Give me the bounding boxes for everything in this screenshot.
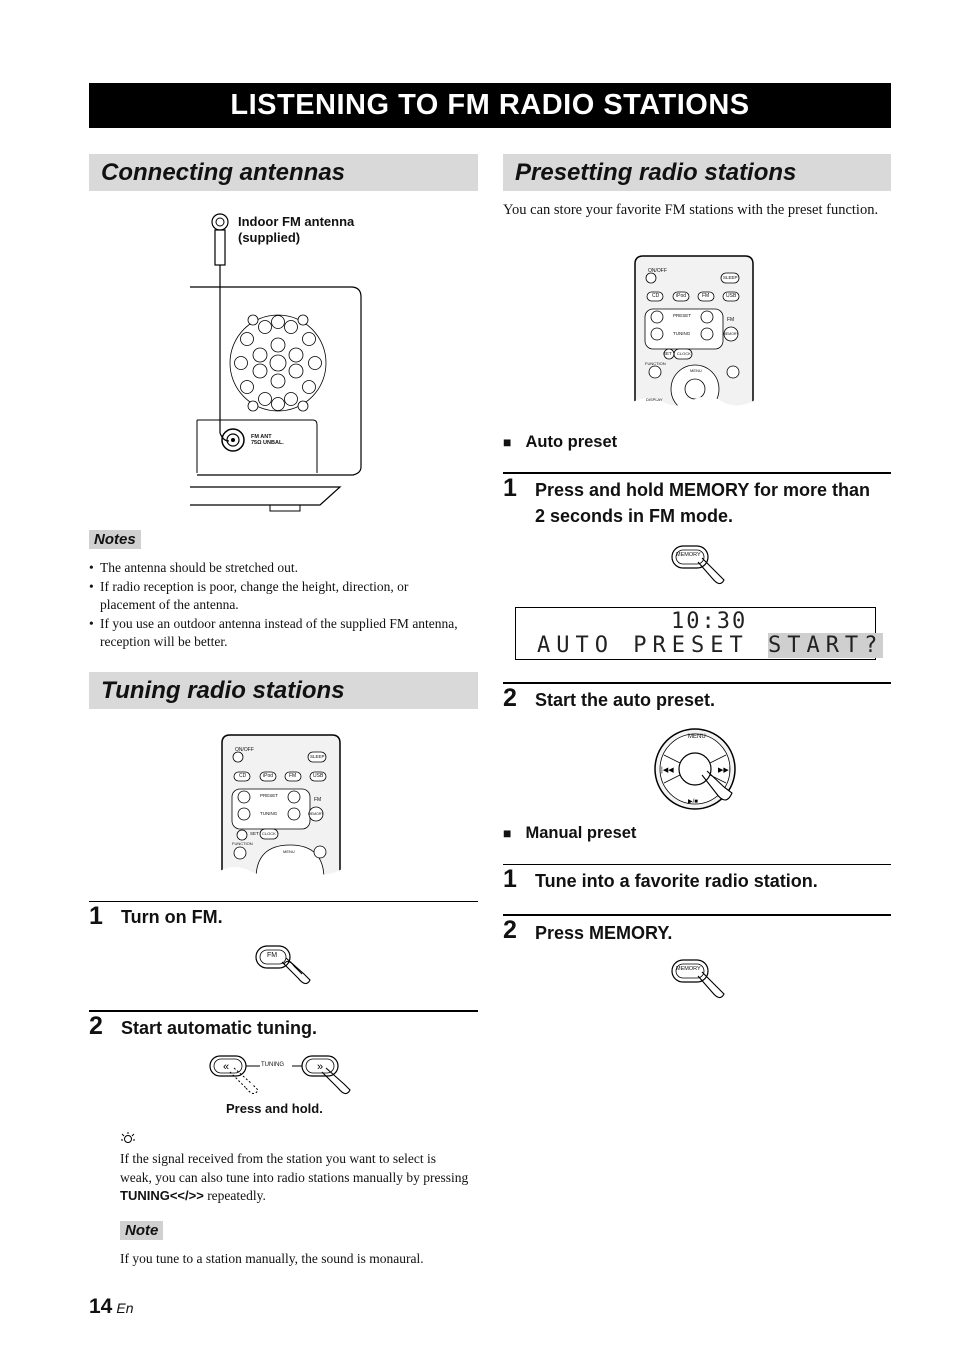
memory-button-label: MEMORY bbox=[676, 966, 701, 972]
antenna-label-line2: (supplied) bbox=[238, 230, 301, 245]
manual-step2-number: 2 bbox=[503, 916, 517, 944]
antenna-label bbox=[238, 214, 354, 246]
remote-function: FUNCTION bbox=[232, 841, 253, 846]
tip-text: If the signal received from the station you want to select is weak, you can also tune into radio stations manually by pressing bbox=[120, 1151, 469, 1185]
notes-heading: Notes bbox=[89, 530, 141, 549]
remote-fm: FM bbox=[314, 797, 322, 803]
remote-display: DISPLAY bbox=[646, 397, 663, 402]
remote-b1: CD bbox=[239, 773, 247, 779]
tip-paragraph bbox=[120, 1150, 470, 1206]
tuning-step2-text: Start automatic tuning. bbox=[121, 1018, 318, 1038]
remote-memory: MEMORY bbox=[723, 332, 739, 336]
display-time: 10:30 bbox=[671, 609, 748, 634]
jack-label-line2: 75Ω UNBAL. bbox=[251, 440, 284, 446]
notes-list bbox=[89, 559, 464, 652]
remote-b4: USB bbox=[313, 773, 324, 779]
svg-text:|◀◀: |◀◀ bbox=[661, 767, 674, 774]
note-item: • If radio reception is poor, change the height, direction, or placement of the antenna. bbox=[89, 578, 464, 615]
tuning-step2-number: 2 bbox=[89, 1012, 103, 1040]
fm-button-label: FM bbox=[267, 952, 278, 959]
manual-preset-heading bbox=[503, 824, 636, 843]
remote-set: SET bbox=[663, 351, 672, 356]
remote-control-illustration bbox=[633, 254, 755, 410]
manual-step1-number: 1 bbox=[503, 865, 517, 893]
jack-label-line1: FM ANT bbox=[251, 434, 272, 440]
step-divider bbox=[503, 682, 891, 684]
section-heading-tuning: Tuning radio stations bbox=[89, 672, 478, 709]
remote-b2: iPod bbox=[263, 773, 274, 779]
remote-function: FUNCTION bbox=[645, 361, 666, 366]
manual-step1-text: Tune into a favorite radio station. bbox=[535, 871, 818, 891]
remote-b2: iPod bbox=[676, 293, 687, 299]
section-heading-presetting: Presetting radio stations bbox=[503, 154, 891, 191]
svg-text:»: » bbox=[316, 1061, 324, 1073]
remote-b3: FM bbox=[289, 773, 297, 779]
front-panel-display bbox=[515, 607, 884, 660]
tuning-step1-text: Turn on FM. bbox=[121, 907, 223, 927]
fm-ant-jack-label bbox=[251, 434, 284, 446]
display-text bbox=[537, 634, 883, 658]
auto-preset-label: Auto preset bbox=[525, 433, 618, 451]
remote-preset: PRESET bbox=[673, 313, 692, 318]
note-item: • The antenna should be stretched out. bbox=[89, 559, 464, 578]
auto-preset-heading bbox=[503, 433, 617, 452]
note-heading: Note bbox=[120, 1221, 163, 1240]
tuning-step1-number: 1 bbox=[89, 902, 103, 930]
remote-set: SET bbox=[250, 831, 259, 836]
memory-button-press-illustration bbox=[670, 544, 726, 590]
page-title: LISTENING TO FM RADIO STATIONS bbox=[89, 83, 891, 128]
remote-clock: CLOCK bbox=[677, 351, 691, 356]
auto-step2-number: 2 bbox=[503, 684, 517, 712]
remote-fm: FM bbox=[727, 317, 735, 323]
manual-preset-label: Manual preset bbox=[525, 824, 637, 842]
language-code: En bbox=[116, 1300, 134, 1316]
remote-sleep: SLEEP bbox=[310, 754, 325, 759]
svg-text:▶▶|: ▶▶| bbox=[718, 767, 731, 774]
step-divider bbox=[503, 472, 891, 474]
square-bullet-icon: ■ bbox=[503, 825, 512, 841]
memory-button-label: MEMORY bbox=[676, 552, 701, 558]
page-footer bbox=[89, 1295, 133, 1319]
remote-menu: MENU bbox=[283, 849, 295, 854]
remote-on-off: ON/OFF bbox=[648, 268, 667, 274]
page-number: 14 bbox=[89, 1295, 113, 1318]
step-divider bbox=[89, 901, 478, 902]
display-auto-preset: AUTO PRESET bbox=[537, 633, 749, 658]
tuning-label: TUNING bbox=[261, 1062, 284, 1068]
display-start-highlight: START? bbox=[767, 633, 884, 658]
remote-on-off: ON/OFF bbox=[235, 747, 254, 753]
auto-step1-text: Press and hold MEMORY for more than 2 seconds in FM mode. bbox=[535, 480, 871, 526]
presetting-intro: You can store your favorite FM stations with the preset function. bbox=[503, 202, 879, 218]
auto-step1-number: 1 bbox=[503, 474, 517, 502]
antenna-connection-illustration bbox=[185, 205, 375, 517]
remote-tuning: TUNING bbox=[673, 331, 691, 336]
antenna-label-line1: Indoor FM antenna bbox=[238, 214, 355, 229]
auto-step2-text: Start the auto preset. bbox=[535, 690, 716, 710]
dial-menu-label: MENU bbox=[688, 734, 706, 740]
tuning-buttons-illustration bbox=[208, 1052, 358, 1100]
manual-step2-text: Press MEMORY. bbox=[535, 923, 673, 943]
remote-tuning: TUNING bbox=[260, 811, 278, 816]
note-text: If you tune to a station manually, the sound is monaural. bbox=[120, 1251, 424, 1266]
remote-sleep: SLEEP bbox=[723, 275, 738, 280]
remote-clock: CLOCK bbox=[262, 831, 276, 836]
remote-menu: MENU bbox=[690, 368, 702, 373]
square-bullet-icon: ■ bbox=[503, 434, 512, 450]
remote-preset: PRESET bbox=[260, 793, 279, 798]
remote-b4: USB bbox=[726, 293, 737, 299]
memory-button-press-illustration bbox=[670, 958, 726, 1004]
note-item: • If you use an outdoor antenna instead of the supplied FM antenna, reception will be better. bbox=[89, 615, 464, 652]
svg-text:«: « bbox=[222, 1061, 230, 1073]
tip-tuning-key: TUNING<</>> bbox=[120, 1188, 204, 1203]
remote-control-illustration bbox=[220, 733, 342, 879]
remote-b3: FM bbox=[702, 293, 710, 299]
tip-lightbulb-icon bbox=[120, 1131, 136, 1145]
section-heading-connecting-antennas: Connecting antennas bbox=[89, 154, 478, 191]
press-and-hold-caption: Press and hold. bbox=[226, 1101, 323, 1116]
remote-b1: CD bbox=[652, 293, 660, 299]
step-divider bbox=[503, 914, 891, 916]
step-divider bbox=[503, 864, 891, 865]
fm-button-press-illustration bbox=[254, 944, 314, 990]
tip-text-end: repeatedly. bbox=[203, 1188, 266, 1203]
step-divider bbox=[89, 1010, 478, 1012]
remote-memory: MEMORY bbox=[308, 812, 324, 816]
svg-text:▶/■: ▶/■ bbox=[688, 799, 698, 805]
